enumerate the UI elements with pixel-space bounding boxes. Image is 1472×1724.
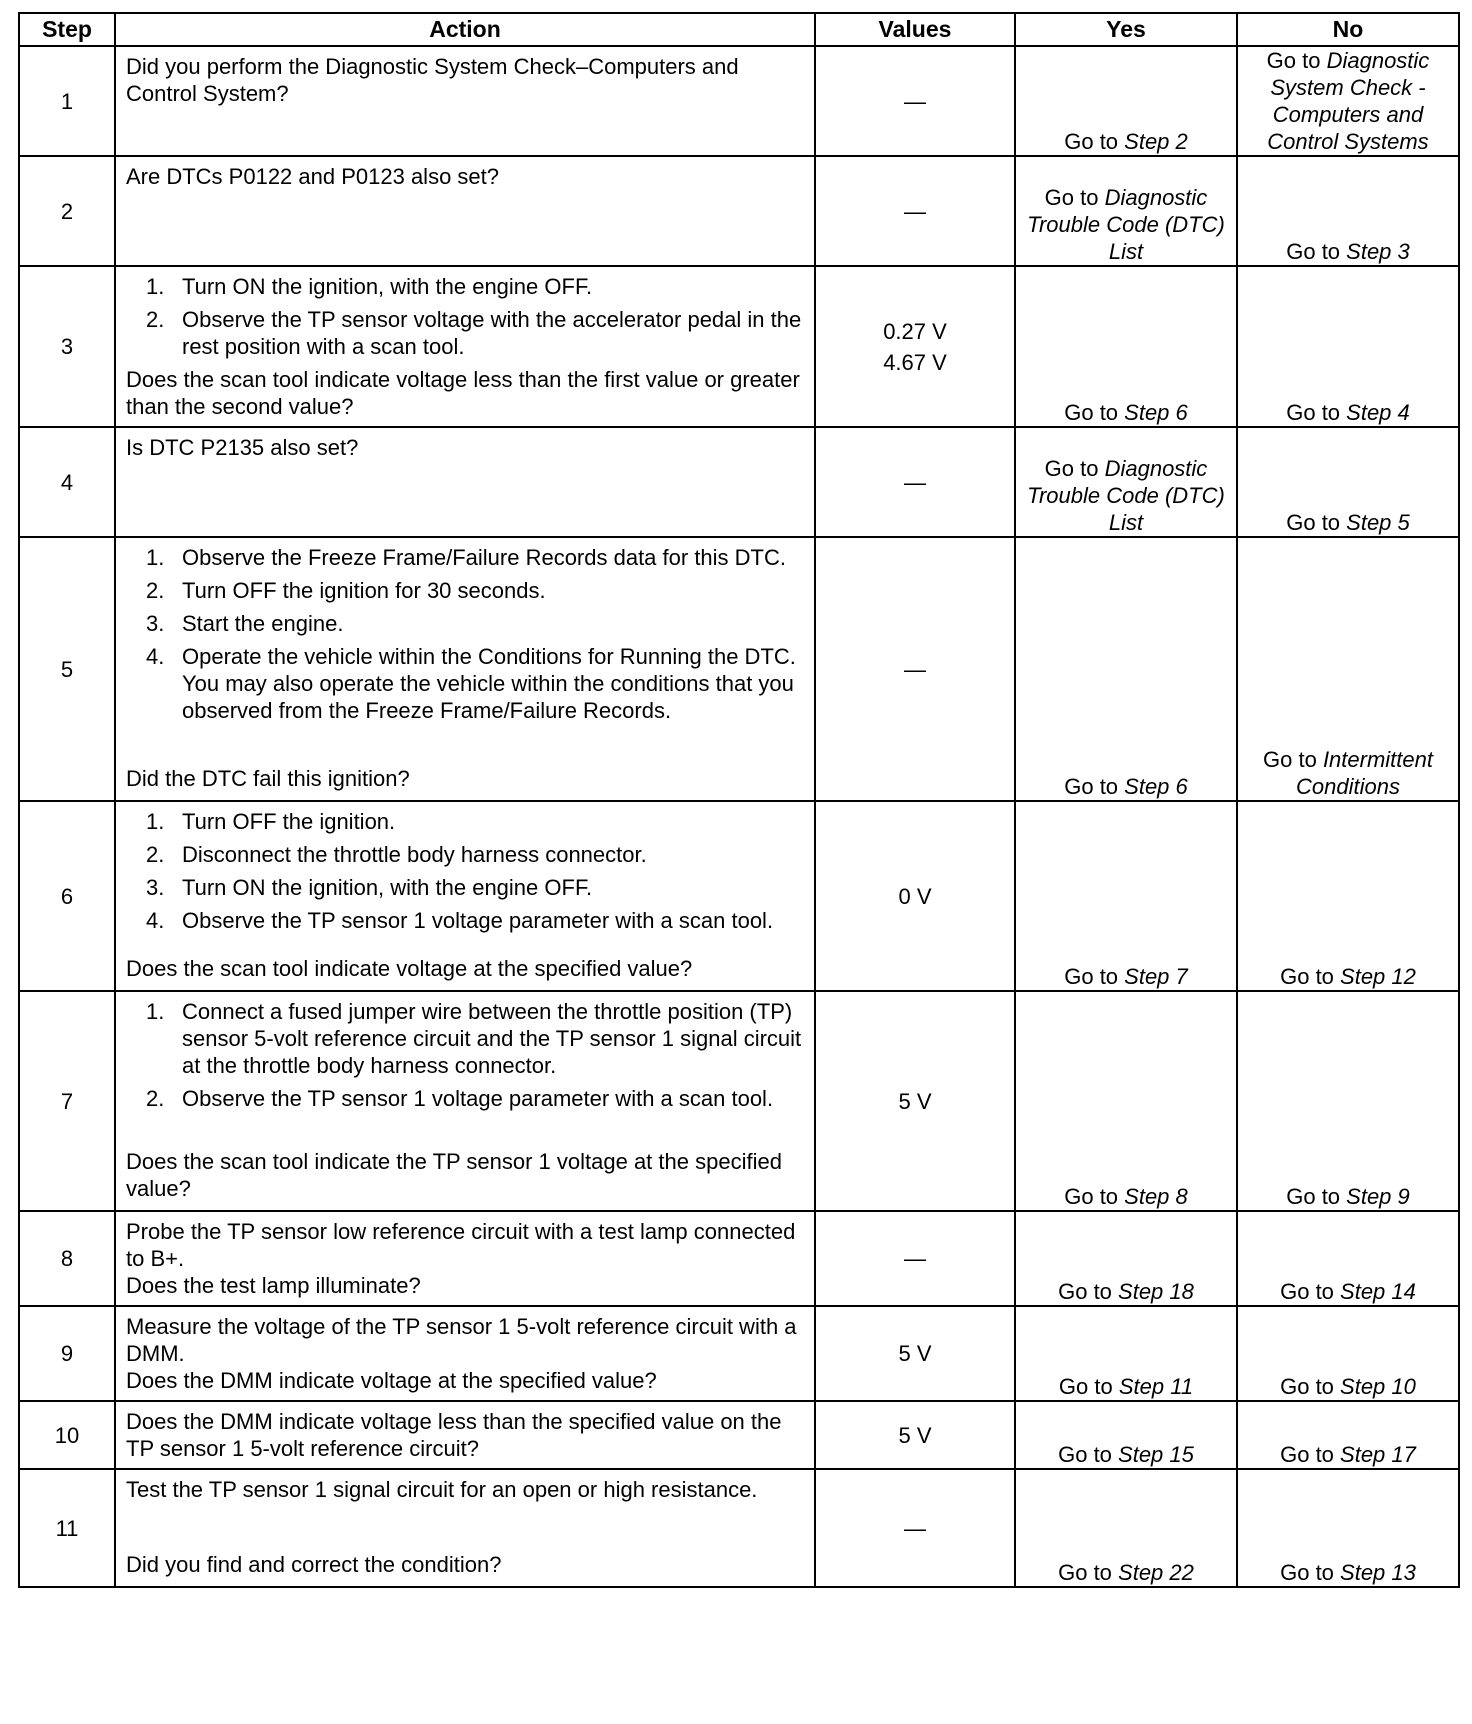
action-cell	[115, 1306, 815, 1401]
goto-prefix: Go to	[1280, 1442, 1341, 1467]
step-number: 11	[19, 1469, 115, 1587]
action-text: Does the DMM indicate voltage less than the specified value on the TP sensor 1 5-volt reference circuit?	[126, 1409, 782, 1461]
table-row	[19, 266, 1459, 427]
no-goto-target[interactable]: Intermittent Conditions	[1296, 747, 1433, 799]
table-row	[19, 991, 1459, 1211]
step-number: 3	[19, 266, 115, 427]
step-number: 7	[19, 991, 115, 1211]
action-cell	[115, 266, 815, 427]
action-step-number: 4.	[146, 644, 165, 669]
action-question: Did you find and correct the condition?	[126, 1552, 502, 1577]
action-question: Does the scan tool indicate voltage at the specified value?	[126, 956, 693, 981]
value-text: 0 V	[898, 883, 932, 909]
action-step-item	[146, 1085, 804, 1112]
goto-prefix: Go to	[1064, 129, 1125, 154]
yes-cell	[1015, 46, 1237, 156]
values-cell	[815, 1401, 1015, 1469]
no-cell	[1237, 46, 1459, 156]
value-text: 5 V	[898, 1422, 932, 1448]
action-question: Does the scan tool indicate voltage less than the first value or greater than the second value?	[126, 367, 800, 419]
action-step-list	[126, 998, 804, 1112]
table-row	[19, 801, 1459, 991]
value-text: 5 V	[898, 1341, 932, 1366]
no-goto-target[interactable]: Step 10	[1340, 1374, 1416, 1399]
action-step-list	[126, 544, 804, 724]
goto-prefix: Go to	[1286, 1184, 1347, 1209]
no-goto-target[interactable]: Step 9	[1346, 1184, 1410, 1209]
action-cell	[115, 1401, 815, 1469]
action-cell	[115, 1469, 815, 1587]
no-goto-target[interactable]: Step 3	[1346, 239, 1410, 264]
no-goto-target[interactable]: Step 14	[1340, 1279, 1416, 1304]
action-question: Did the DTC fail this ignition?	[126, 766, 410, 791]
yes-cell	[1015, 156, 1237, 266]
values-cell	[815, 156, 1015, 266]
yes-cell	[1015, 266, 1237, 427]
yes-cell	[1015, 991, 1237, 1211]
action-step-number: 2.	[146, 842, 165, 867]
action-cell	[115, 801, 815, 991]
goto-prefix: Go to	[1058, 1279, 1119, 1304]
action-cell	[115, 427, 815, 537]
action-step-number: 1.	[146, 809, 165, 834]
value-text: 4.67 V	[883, 349, 947, 375]
action-step-text: Disconnect the throttle body harness connector.	[182, 842, 647, 867]
action-step-list	[126, 273, 804, 360]
goto-prefix: Go to	[1058, 1560, 1119, 1585]
action-step-item	[146, 544, 804, 571]
action-step-number: 1.	[146, 545, 165, 570]
no-cell	[1237, 1401, 1459, 1469]
goto-prefix: Go to	[1064, 964, 1125, 989]
yes-goto-target[interactable]: Step 2	[1124, 129, 1188, 154]
action-question: Does the scan tool indicate the TP sensor 1 voltage at the specified value?	[126, 1149, 782, 1201]
yes-cell	[1015, 1306, 1237, 1401]
values-cell	[815, 1469, 1015, 1587]
header-row	[19, 13, 1459, 46]
table-row	[19, 46, 1459, 156]
action-text: Are DTCs P0122 and P0123 also set?	[126, 164, 500, 189]
action-step-text: Turn ON the ignition, with the engine OFF.	[182, 274, 593, 299]
no-goto-target[interactable]: Diagnostic System Check - Computers and Control Systems	[1267, 48, 1430, 154]
action-text: Did you perform the Diagnostic System Check–Computers and Control System?	[126, 54, 739, 106]
table-row	[19, 1306, 1459, 1401]
action-cell	[115, 537, 815, 801]
no-cell	[1237, 801, 1459, 991]
yes-cell	[1015, 1469, 1237, 1587]
no-goto-target[interactable]: Step 4	[1346, 400, 1410, 425]
action-step-item	[146, 610, 804, 637]
goto-prefix: Go to	[1280, 1279, 1341, 1304]
diagnostic-table	[18, 12, 1460, 1588]
values-cell	[815, 991, 1015, 1211]
values-cell	[815, 1306, 1015, 1401]
value-text: —	[904, 198, 926, 224]
action-step-text: Observe the Freeze Frame/Failure Records data for this DTC.	[182, 545, 786, 570]
table-row	[19, 427, 1459, 537]
step-number: 2	[19, 156, 115, 266]
action-step-text: Observe the TP sensor voltage with the accelerator pedal in the rest position with a scan tool.	[182, 307, 802, 359]
action-step-number: 2.	[146, 1086, 165, 1111]
action-step-text: Turn ON the ignition, with the engine OFF.	[182, 875, 593, 900]
value-text: —	[904, 656, 926, 682]
step-number: 4	[19, 427, 115, 537]
goto-prefix: Go to	[1058, 1374, 1119, 1399]
goto-prefix: Go to	[1280, 1374, 1341, 1399]
goto-prefix: Go to	[1044, 185, 1105, 210]
no-goto-target[interactable]: Step 12	[1340, 964, 1416, 989]
yes-goto-target[interactable]: Step 18	[1118, 1279, 1194, 1304]
action-step-item	[146, 907, 804, 934]
value-text: —	[904, 469, 926, 495]
table-row	[19, 1211, 1459, 1306]
goto-prefix: Go to	[1266, 48, 1327, 73]
goto-prefix: Go to	[1064, 400, 1125, 425]
action-cell	[115, 156, 815, 266]
action-step-text: Start the engine.	[182, 611, 344, 636]
goto-prefix: Go to	[1280, 964, 1341, 989]
action-step-text: Observe the TP sensor 1 voltage parameter with a scan tool.	[182, 908, 774, 933]
action-question: Does the test lamp illuminate?	[126, 1273, 421, 1298]
yes-goto-target[interactable]: Diagnostic Trouble Code (DTC) List	[1027, 185, 1225, 264]
yes-cell	[1015, 1211, 1237, 1306]
values-cell	[815, 46, 1015, 156]
step-number: 6	[19, 801, 115, 991]
value-text: —	[904, 1246, 926, 1271]
step-number: 1	[19, 46, 115, 156]
values-cell	[815, 801, 1015, 991]
goto-prefix: Go to	[1286, 400, 1347, 425]
action-cell	[115, 46, 815, 156]
values-cell	[815, 266, 1015, 427]
yes-goto-target[interactable]: Step 6	[1124, 774, 1188, 799]
value-text: 0.27 V	[883, 318, 947, 344]
no-cell	[1237, 1211, 1459, 1306]
action-text: Probe the TP sensor low reference circuit with a test lamp connected to B+.	[126, 1219, 796, 1271]
action-step-text: Turn OFF the ignition for 30 seconds.	[182, 578, 546, 603]
header-no: No	[1237, 13, 1459, 46]
goto-prefix: Go to	[1280, 1560, 1341, 1585]
goto-prefix: Go to	[1064, 774, 1125, 799]
yes-cell	[1015, 537, 1237, 801]
action-step-number: 1.	[146, 274, 165, 299]
goto-prefix: Go to	[1286, 239, 1347, 264]
goto-prefix: Go to	[1064, 1184, 1125, 1209]
action-step-item	[146, 841, 804, 868]
yes-cell	[1015, 801, 1237, 991]
action-step-list	[126, 808, 804, 934]
no-cell	[1237, 991, 1459, 1211]
yes-goto-target[interactable]: Diagnostic Trouble Code (DTC) List	[1027, 456, 1225, 535]
table-row	[19, 1401, 1459, 1469]
header-action: Action	[115, 13, 815, 46]
action-step-item	[146, 273, 804, 300]
action-step-item	[146, 808, 804, 835]
table-row	[19, 537, 1459, 801]
goto-prefix: Go to	[1044, 456, 1105, 481]
no-goto-target[interactable]: Step 17	[1340, 1442, 1416, 1467]
yes-goto-target[interactable]: Step 6	[1124, 400, 1188, 425]
value-text: —	[904, 88, 926, 114]
action-text: Measure the voltage of the TP sensor 1 5-volt reference circuit with a DMM.	[126, 1314, 797, 1366]
goto-prefix: Go to	[1058, 1442, 1119, 1467]
value-text: —	[904, 1515, 926, 1541]
no-cell	[1237, 1306, 1459, 1401]
yes-goto-target[interactable]: Step 8	[1124, 1184, 1188, 1209]
goto-prefix: Go to	[1263, 747, 1323, 772]
action-text: Is DTC P2135 also set?	[126, 435, 359, 460]
action-step-item	[146, 998, 804, 1079]
action-cell	[115, 1211, 815, 1306]
step-number: 10	[19, 1401, 115, 1469]
step-number: 5	[19, 537, 115, 801]
no-goto-target[interactable]: Step 13	[1340, 1560, 1416, 1585]
action-step-number: 2.	[146, 578, 165, 603]
yes-cell	[1015, 1401, 1237, 1469]
action-step-text: Observe the TP sensor 1 voltage parameter with a scan tool.	[182, 1086, 774, 1111]
table-row	[19, 1469, 1459, 1587]
action-step-number: 3.	[146, 875, 165, 900]
table-body	[19, 46, 1459, 1587]
action-step-item	[146, 643, 804, 724]
action-step-item	[146, 577, 804, 604]
no-cell	[1237, 266, 1459, 427]
action-question: Does the DMM indicate voltage at the specified value?	[126, 1368, 657, 1393]
no-cell	[1237, 156, 1459, 266]
action-step-number: 1.	[146, 999, 165, 1024]
yes-goto-target[interactable]: Step 7	[1124, 964, 1188, 989]
yes-goto-target[interactable]: Step 22	[1118, 1560, 1194, 1585]
action-cell	[115, 991, 815, 1211]
no-goto-target[interactable]: Step 5	[1346, 510, 1410, 535]
action-step-number: 3.	[146, 611, 165, 636]
value-text: 5 V	[898, 1088, 932, 1114]
action-text: Test the TP sensor 1 signal circuit for an open or high resistance.	[126, 1477, 758, 1502]
goto-prefix: Go to	[1286, 510, 1347, 535]
action-step-number: 2.	[146, 307, 165, 332]
yes-goto-target[interactable]: Step 15	[1118, 1442, 1194, 1467]
step-number: 8	[19, 1211, 115, 1306]
header-step: Step	[19, 13, 115, 46]
no-cell	[1237, 537, 1459, 801]
header-yes: Yes	[1015, 13, 1237, 46]
table-row	[19, 156, 1459, 266]
header-values: Values	[815, 13, 1015, 46]
action-step-item	[146, 874, 804, 901]
action-step-number: 4.	[146, 908, 165, 933]
values-cell	[815, 427, 1015, 537]
values-cell	[815, 1211, 1015, 1306]
step-number: 9	[19, 1306, 115, 1401]
yes-cell	[1015, 427, 1237, 537]
values-cell	[815, 537, 1015, 801]
no-cell	[1237, 427, 1459, 537]
action-step-text: Turn OFF the ignition.	[182, 809, 396, 834]
action-step-item	[146, 306, 804, 360]
action-step-text: Connect a fused jumper wire between the throttle position (TP) sensor 5-volt reference circuit and the TP sensor 1 signal circuit at the throttle body harness connector.	[182, 999, 802, 1078]
no-cell	[1237, 1469, 1459, 1587]
yes-goto-target[interactable]: Step 11	[1118, 1374, 1194, 1399]
action-step-text: Operate the vehicle within the Conditions for Running the DTC. You may also operate the vehicle within the conditions that you observed from the Freeze Frame/Failure Records.	[182, 644, 796, 723]
